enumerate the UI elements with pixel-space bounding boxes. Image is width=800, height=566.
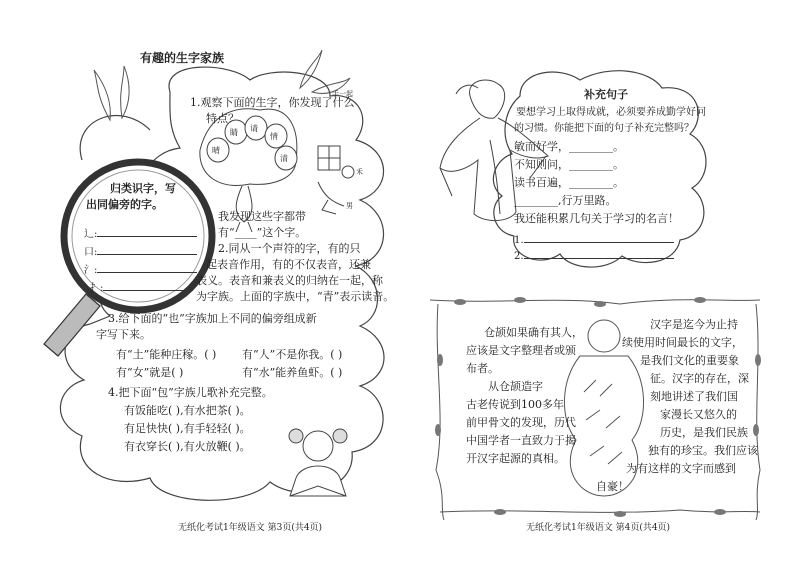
q2-line-2: 起表音作用，有的不仅表音，还兼 bbox=[206, 258, 371, 271]
left-text-1: 仓颉如果确有其人， bbox=[484, 326, 583, 339]
ill-label-2: 男 bbox=[346, 202, 353, 210]
fill-sentence-2: 不知则问，________。 bbox=[514, 158, 624, 171]
cloud-line-1: 要想学习上取得成就，必须要养成勤学好问 bbox=[516, 107, 706, 118]
q4-title: 4.把下面“包”字族儿歌补充完整。 bbox=[108, 386, 273, 399]
q2-line-1: 2.同从一个声符的字，有的只 bbox=[218, 242, 361, 255]
ill-label-1: 禾 bbox=[356, 168, 363, 176]
q3-item-2: 有“人”不是你我。( ) bbox=[242, 348, 343, 361]
q2-line-4: 为字族。上面的字族中，“青”表示读音。 bbox=[196, 290, 395, 303]
peacock-char-1: 晴 bbox=[212, 146, 220, 155]
fill-sentence-4: ________,行万里路。 bbox=[514, 194, 617, 207]
radical-row-4: 扌: bbox=[90, 276, 193, 295]
famous-prompt: 我还能积累几句关于学习的名言！ bbox=[514, 212, 679, 225]
q3-item-3: 有“女”就是( ) bbox=[116, 366, 184, 379]
found-line-1: 我发现这些字都带 bbox=[218, 210, 306, 223]
cloud-line-2: 的习惯。你能把下面的句子补充完整吗？ bbox=[514, 123, 694, 134]
q2-line-3: 表义。表音和兼表义的归纳在一起，称 bbox=[196, 274, 383, 287]
famous-line-2: 2. bbox=[514, 244, 674, 263]
fill-sentence-3: 读书百遍，________。 bbox=[514, 176, 624, 189]
q4-row-2: 有足快快( ),有手轻轻( )。 bbox=[124, 422, 251, 435]
girl-reading-illustration bbox=[289, 429, 347, 496]
q1-line-2: 特点？ bbox=[206, 112, 239, 125]
right-text-1: 汉字是迄今为止持 bbox=[650, 318, 738, 331]
left-text-8: 开汉字起源的真相。 bbox=[466, 452, 565, 465]
fill-sentence-1: 敏而好学，________。 bbox=[514, 140, 624, 153]
magnifier-title-2: 出同偏旁的字。 bbox=[86, 198, 163, 211]
radical-row-1: 辶: bbox=[84, 222, 197, 241]
peacock-char-3: 请 bbox=[250, 124, 258, 133]
q4-row-1: 有饭能吃( ),有水把茶( )。 bbox=[124, 404, 251, 417]
right-text-4: 征。汉字的存在，深 bbox=[650, 372, 749, 385]
peacock-char-2: 睛 bbox=[230, 128, 238, 137]
right-text-2: 续使用时间最长的文字， bbox=[622, 336, 743, 349]
peacock-char-4: 情 bbox=[270, 132, 278, 141]
peacock-char-5: 清 bbox=[280, 154, 288, 163]
right-text-9: 为有这样的文字而感到 bbox=[626, 462, 736, 475]
magnifier-title-1: 归类识字，写 bbox=[110, 182, 176, 195]
cloud-title: 补充句子 bbox=[584, 88, 628, 101]
left-page-title: 有趣的生字家族 bbox=[140, 51, 225, 65]
found-line-2: 有“____”这个字。 bbox=[218, 226, 307, 239]
q1-line-1: 1.观察下面的生字，你发现了什么 bbox=[190, 96, 355, 109]
q4-row-3: 有衣穿长( ),有火放鞭( )。 bbox=[124, 440, 251, 453]
q3-line-2: 字写下来。 bbox=[96, 328, 151, 341]
right-text-6: 家漫长又悠久的 bbox=[660, 408, 737, 421]
q3-item-4: 有“水”能养鱼虾。( ) bbox=[242, 366, 343, 379]
radical-row-3: 氵: bbox=[84, 258, 197, 277]
magnifier-handle bbox=[44, 294, 100, 356]
q3-line-1: 3.给下面的“也”字族加上不同的偏旁组成新 bbox=[108, 312, 317, 325]
left-text-7: 中国学者一直致力于揭 bbox=[466, 434, 576, 447]
right-text-3: 是我们文化的重要象 bbox=[640, 354, 739, 367]
radical-row-2: 口: bbox=[84, 240, 197, 259]
left-footer: 无纸化考试1年级语文 第3页(共4页) bbox=[178, 523, 323, 533]
left-text-3: 布者。 bbox=[466, 362, 499, 375]
famous-line-1: 1. bbox=[514, 228, 674, 247]
left-text-2: 应该是文字整理者或颁 bbox=[466, 344, 576, 357]
right-text-8: 独有的珍宝。我们应该 bbox=[648, 444, 758, 457]
right-footer: 无纸化考试1年级语文 第4页(共4页) bbox=[526, 523, 671, 533]
q3-item-1: 有“土”能种庄稼。( ) bbox=[116, 348, 217, 361]
left-text-4: 从仓颉造字 bbox=[488, 380, 543, 393]
right-text-10: 自豪！ bbox=[596, 480, 629, 493]
right-text-7: 历史，是我们民族 bbox=[660, 426, 748, 439]
small-note: 手一起 bbox=[332, 90, 353, 98]
left-text-6: 前甲骨文的发现，历代 bbox=[466, 416, 576, 429]
right-text-5: 刻地讲述了我们国 bbox=[650, 390, 738, 403]
left-text-5: 古老传说到100多年 bbox=[466, 398, 564, 411]
